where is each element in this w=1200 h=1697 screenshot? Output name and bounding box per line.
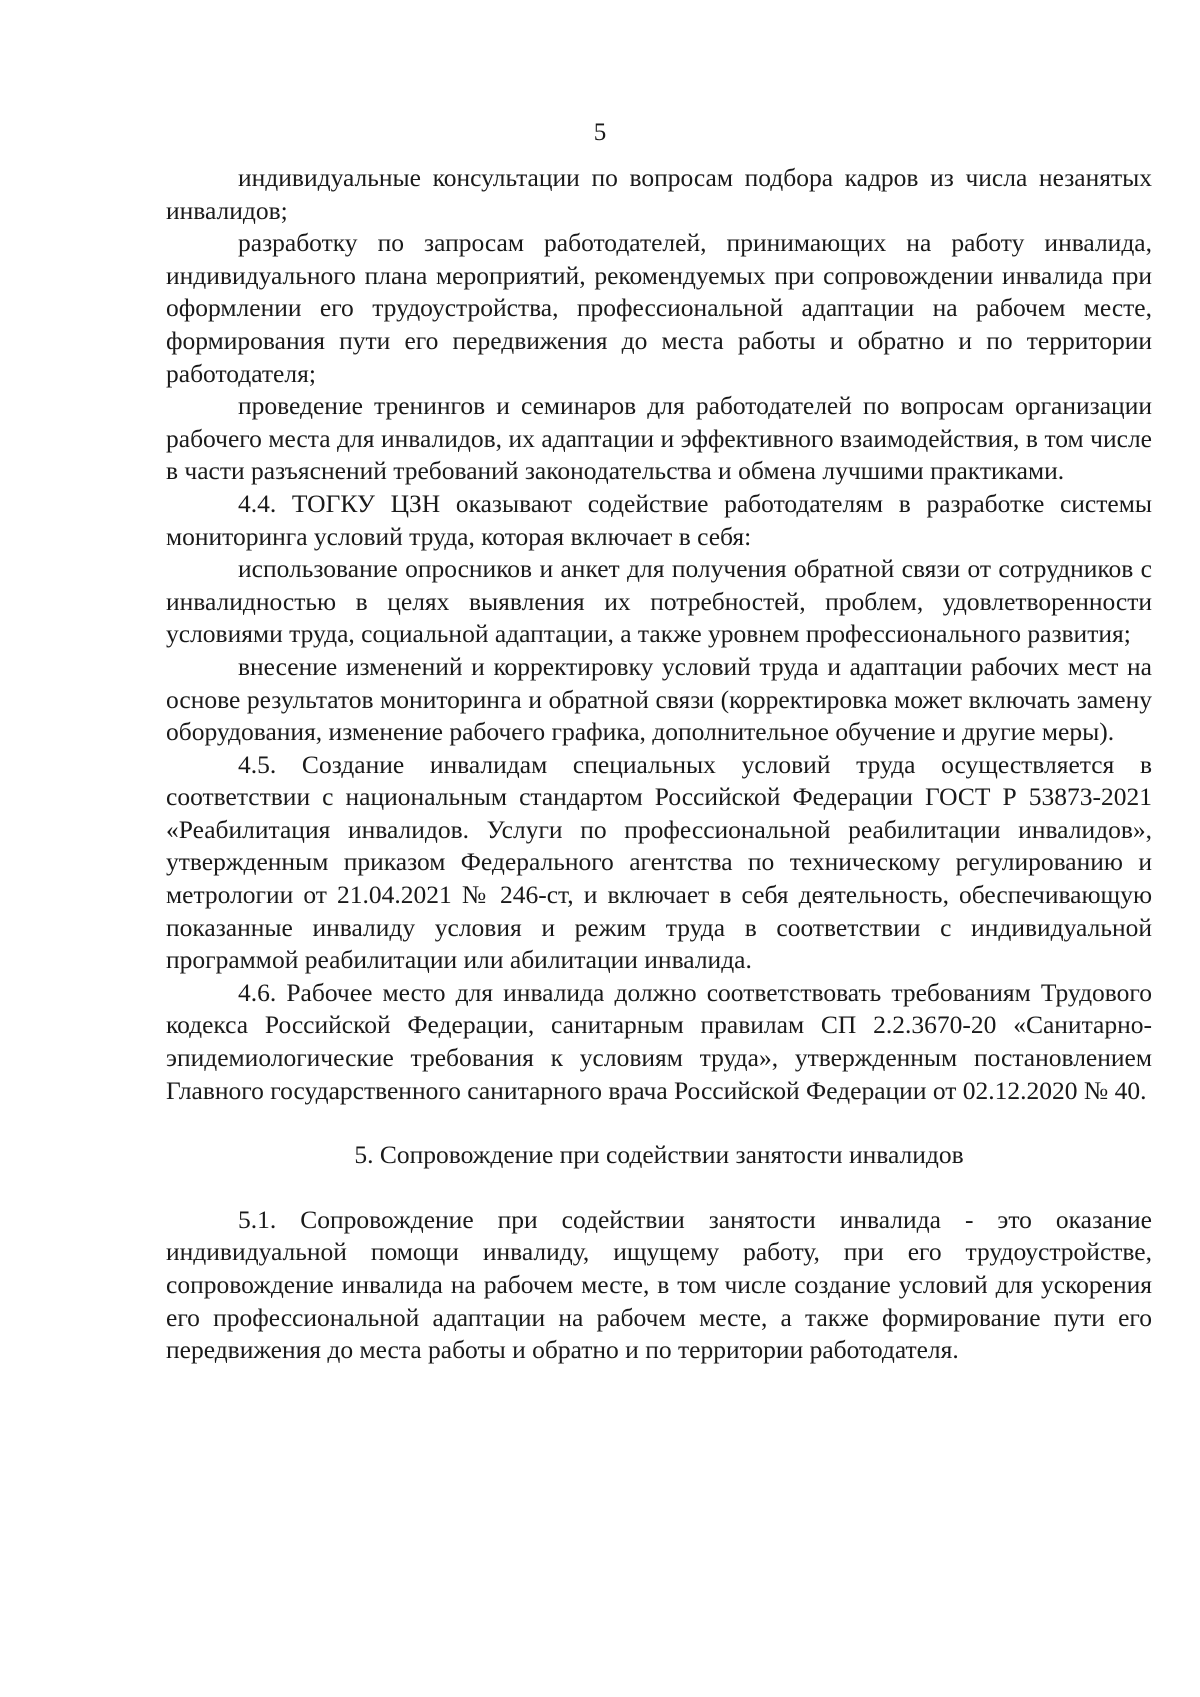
paragraph-individual-plan: разработку по запросам работодателей, принимающих на работу инвалида, индивидуального плана мероприятий, рекомендуемых при сопровождении инвалида при оформлении его трудоустройства, профессиональной адаптации на рабочем месте, формирования пути его передвижения до места работы и обратно и по территории работодателя; xyxy=(166,228,1152,388)
section-5-heading: 5. Сопровождение при содействии занятости инвалидов xyxy=(354,1140,964,1170)
paragraph-adjustments: внесение изменений и корректировку условий труда и адаптации рабочих мест на основе результатов мониторинга и обратной связи (корректировка может включать замену оборудования, изменение рабочего графика, дополнительное обучение и другие меры). xyxy=(166,651,1152,747)
paragraph-4-4: 4.4. ТОГКУ ЦЗН оказывают содействие работодателям в разработке системы мониторинга условий труда, которая включает в себя: xyxy=(166,488,1152,551)
paragraph-questionnaires: использование опросников и анкет для получения обратной связи от сотрудников с инвалидностью в целях выявления их потребностей, проблем, удовлетворенности условиями труда, социальной адаптации, а также уровнем профессионального развития; xyxy=(166,554,1152,649)
paragraph-5-1: 5.1. Сопровождение при содействии занятости инвалида - это оказание индивидуальной помощи инвалиду, ищущему работу, при его трудоустройстве, сопровождение инвалида на рабочем месте, в том числе создание условий для ускорения его профессиональной адаптации на рабочем месте, а также формирование пути его передвижения до места работы и обратно и по территории работодателя. xyxy=(166,1204,1152,1365)
paragraph-4-6: 4.6. Рабочее место для инвалида должно соответствовать требованиям Трудового кодекса Российской Федерации, санитарным правилам СП 2.2.3670-20 «Санитарно-эпидемиологические требования к условиям труда», утвержденным постановлением Главного государственного санитарного врача Российской Федерации от 02.12.2020 № 40. xyxy=(166,977,1152,1105)
paragraph-individual-consultations: индивидуальные консультации по вопросам подбора кадров из числа незанятых инвалидов; xyxy=(166,163,1152,225)
page-number: 5 xyxy=(593,119,607,146)
document-body xyxy=(166,162,1152,1367)
paragraph-trainings: проведение тренингов и семинаров для работодателей по вопросам организации рабочего места для инвалидов, их адаптации и эффективного взаимодействия, в том числе в части разъяснений требований законодательства и обмена лучшими практиками. xyxy=(166,391,1152,486)
paragraph-4-5: 4.5. Создание инвалидам специальных условий труда осуществляется в соответствии с национальным стандартом Российской Федерации ГОСТ Р 53873-2021 «Реабилитация инвалидов. Услуги по профессиональной реабилитации инвалидов», утвержденным приказом Федерального агентства по техническому регулированию и метрологии от 21.04.2021 № 246-ст, и включает в себя деятельность, обеспечивающую показанные инвалиду условия и режим труда в соответствии с индивидуальной программой реабилитации или абилитации инвалида. xyxy=(166,749,1152,975)
